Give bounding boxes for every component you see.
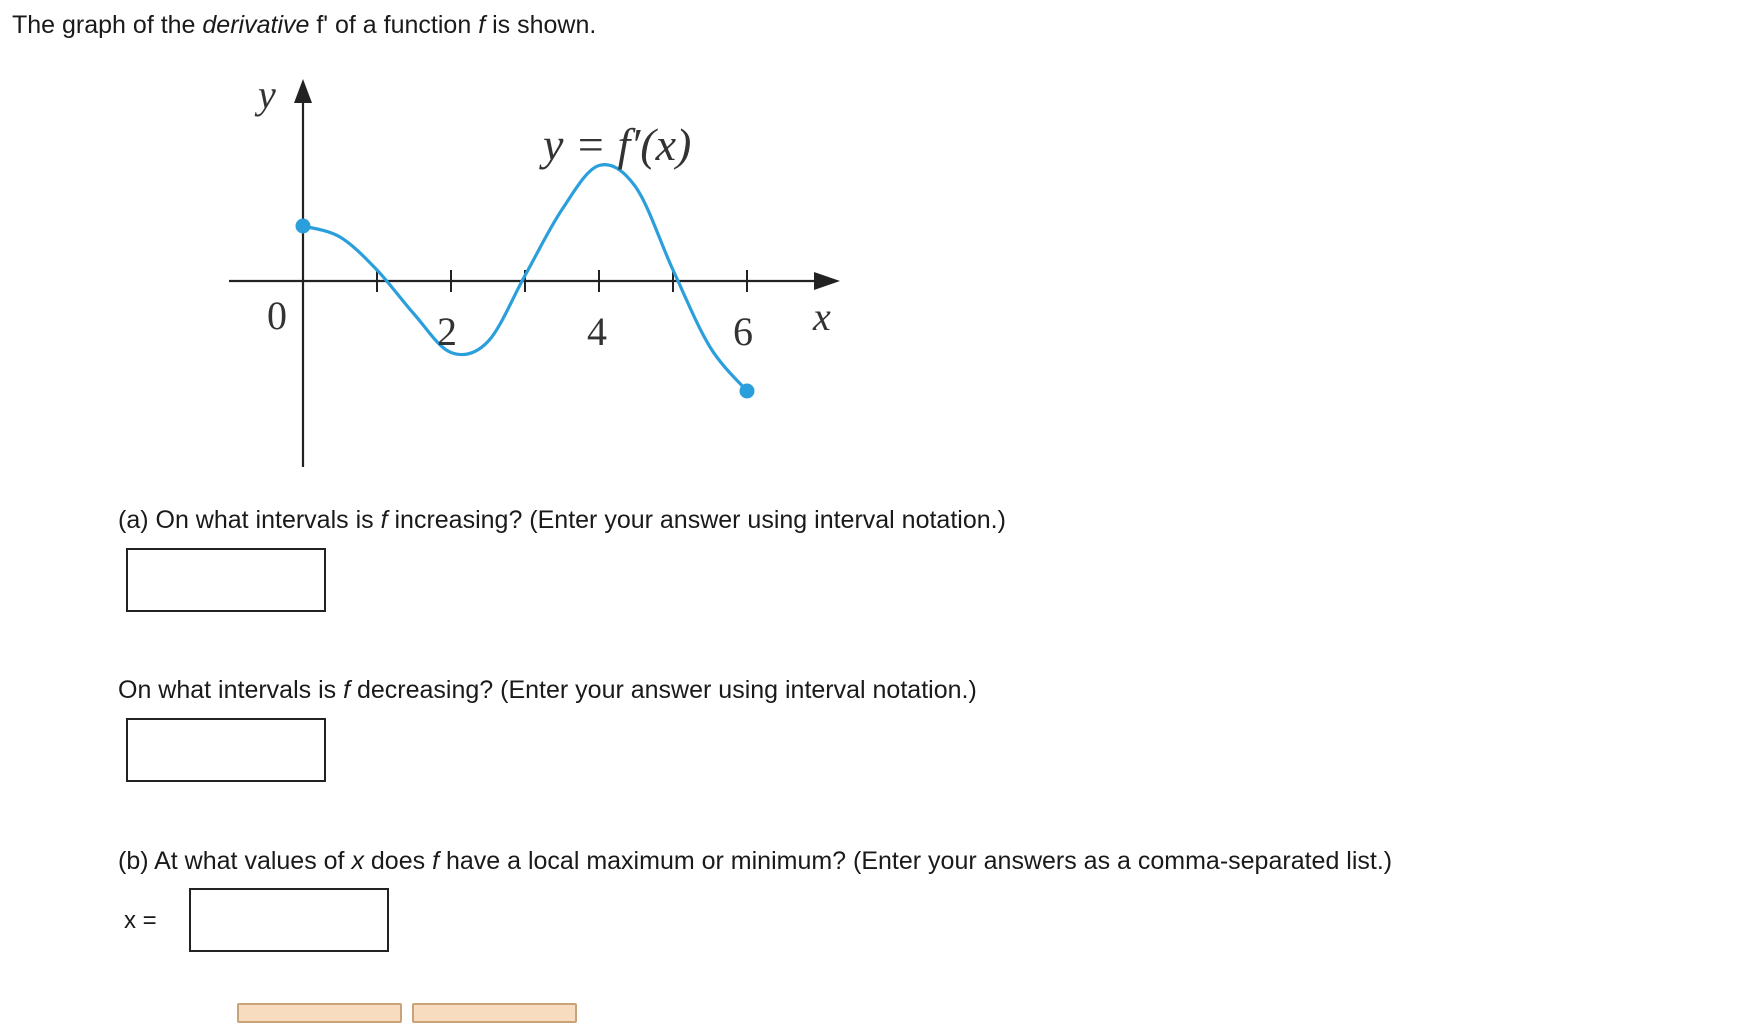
submit-button-partial[interactable] [237, 1003, 402, 1023]
q-a-inc-f: f [380, 506, 388, 534]
q-a-dec-text-after: decreasing? (Enter your answer using interval notation.) [350, 676, 977, 704]
tick-label-4: 4 [587, 309, 607, 354]
curve-label: y = f′(x) [543, 119, 692, 170]
tick-label-2: 2 [437, 309, 457, 354]
derivative-curve [303, 165, 747, 391]
q-b-text: (b) At what values of [118, 847, 352, 875]
x-axis-arrow [814, 272, 840, 290]
q-b-x: x [351, 847, 364, 875]
q-a-dec-f: f [343, 676, 351, 704]
intro-text-function: function [383, 11, 479, 39]
intro-f: f [478, 11, 486, 39]
curve-end-point [740, 384, 755, 399]
q-a-inc-text-after: increasing? (Enter your answer using interval notation.) [387, 506, 1006, 534]
extrema-values-input[interactable] [189, 888, 389, 952]
intro-text: The graph of the [12, 11, 203, 39]
y-axis-arrow [294, 79, 312, 103]
curve-start-point [296, 219, 311, 234]
intro-text-end: is shown. [485, 11, 597, 39]
intro-text-mid: f' of a [309, 11, 384, 39]
x-equals-label: x = [124, 907, 157, 934]
q-b-text-after: have a local maximum or minimum? (Enter your answers as a comma-separated list.) [439, 847, 1393, 875]
q-a-inc-text: (a) On what intervals is [118, 506, 381, 534]
q-b-f: f [432, 847, 440, 875]
decreasing-intervals-input[interactable] [126, 718, 326, 782]
q-b-text-mid: does [363, 847, 433, 875]
question-b-extrema [118, 844, 1392, 878]
question-a-decreasing [118, 673, 977, 707]
tick-label-0: 0 [267, 293, 287, 338]
intro-emphasis: derivative [202, 11, 310, 39]
question-a-increasing [118, 503, 1006, 537]
increasing-intervals-input[interactable] [126, 548, 326, 612]
y-axis-label: y [258, 72, 276, 117]
x-axis-label: x [813, 294, 831, 339]
secondary-button-partial[interactable] [412, 1003, 577, 1023]
tick-label-6: 6 [733, 309, 753, 354]
q-a-dec-text: On what intervals is [118, 676, 344, 704]
